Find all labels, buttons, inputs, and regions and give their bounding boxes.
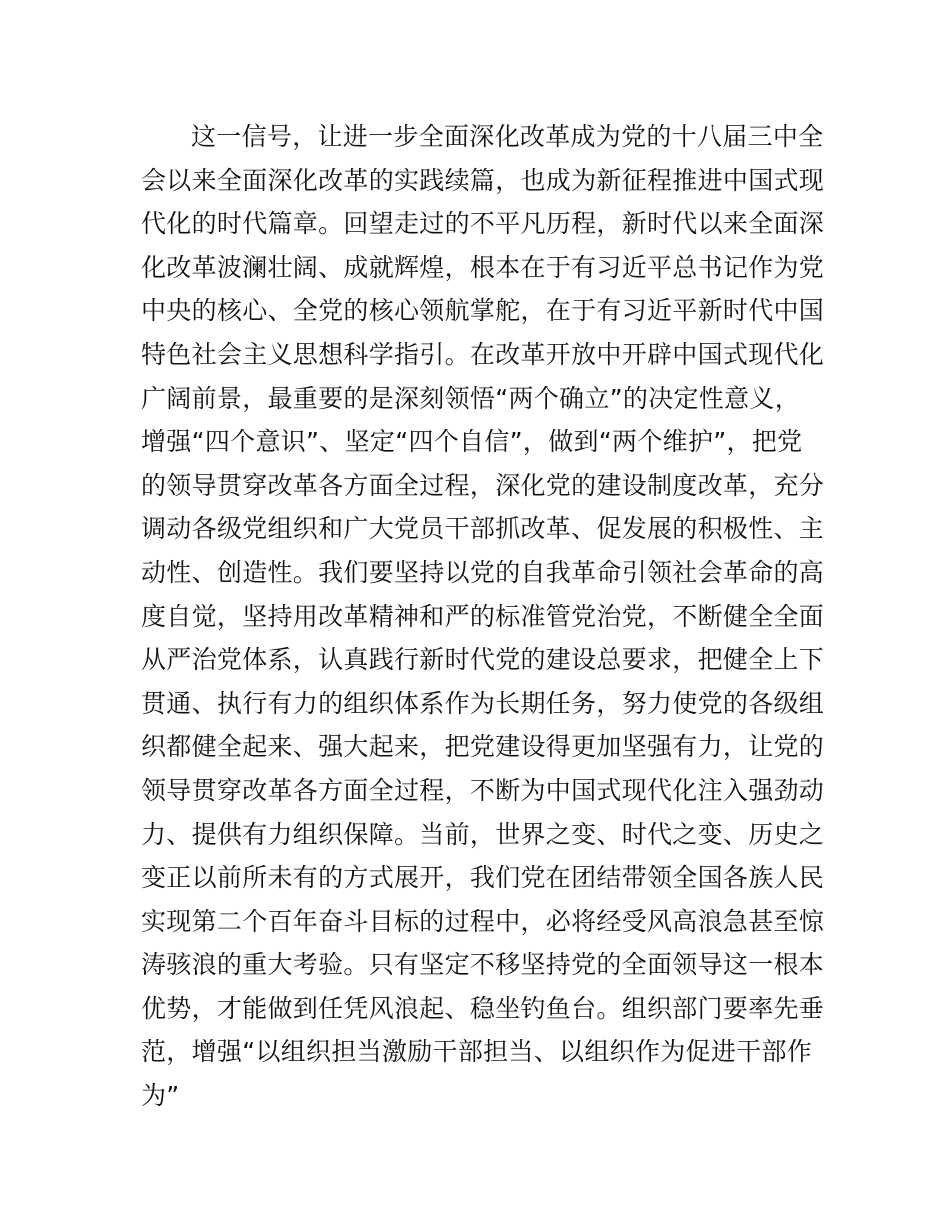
paragraph-line-23: 为”	[141, 1081, 180, 1111]
body-paragraph	[141, 115, 825, 1118]
paragraph-line-18: 变正以前所未有的方式展开，我们党在团结带领全国各族人民	[141, 863, 825, 893]
paragraph-line-12: 度自觉，坚持用改革精神和严的标准管党治党，不断健全全面	[141, 601, 825, 631]
paragraph-line-8: 增强“四个意识”、坚定“四个自信”，做到“两个维护”，把党	[141, 427, 803, 457]
paragraph-line-21: 优势，才能做到任凭风浪起、稳坐钓鱼台。组织部门要率先垂	[141, 993, 825, 1023]
paragraph-line-19: 实现第二个百年奋斗目标的过程中，必将经受风高浪急甚至惊	[141, 906, 825, 936]
paragraph-line-1: 这一信号，让进一步全面深化改革成为党的十八届三中全	[191, 122, 824, 151]
paragraph-line-6: 特色社会主义思想科学指引。在改革开放中开辟中国式现代化	[141, 339, 825, 369]
paragraph-line-11: 动性、创造性。我们要坚持以党的自我革命引领社会革命的高	[141, 557, 825, 587]
paragraph-line-10: 调动各级党组织和广大党员干部抓改革、促发展的积极性、主	[141, 514, 825, 544]
paragraph-line-3: 代化的时代篇章。回望走过的不平凡历程，新时代以来全面深	[141, 209, 825, 239]
paragraph-line-22: 范，增强“以组织担当激励干部担当、以组织作为促进干部作	[141, 1037, 813, 1067]
paragraph-line-17: 力、提供有力组织保障。当前，世界之变、时代之变、历史之	[141, 819, 825, 849]
paragraph-line-9: 的领导贯穿改革各方面全过程，深化党的建设制度改革，充分	[141, 470, 825, 500]
paragraph-line-5: 中央的核心、全党的核心领航掌舵，在于有习近平新时代中国	[141, 296, 825, 326]
paragraph-line-15: 织都健全起来、强大起来，把党建设得更加坚强有力，让党的	[141, 732, 825, 762]
paragraph-line-14: 贯通、执行有力的组织体系作为长期任务，努力使党的各级组	[141, 688, 825, 718]
paragraph-line-13: 从严治党体系，认真践行新时代党的建设总要求，把健全上下	[141, 645, 825, 675]
paragraph-line-20: 涛骇浪的重大考验。只有坚定不移坚持党的全面领导这一根本	[141, 950, 825, 980]
paragraph-line-2: 会以来全面深化改革的实践续篇，也成为新征程推进中国式现	[141, 165, 825, 195]
paragraph-line-4: 化改革波澜壮阔、成就辉煌，根本在于有习近平总书记作为党	[141, 252, 825, 282]
paragraph-line-16: 领导贯穿改革各方面全过程，不断为中国式现代化注入强劲动	[141, 775, 825, 805]
paragraph-line-7: 广阔前景，最重要的是深刻领悟“两个确立”的决定性意义，	[141, 383, 801, 413]
